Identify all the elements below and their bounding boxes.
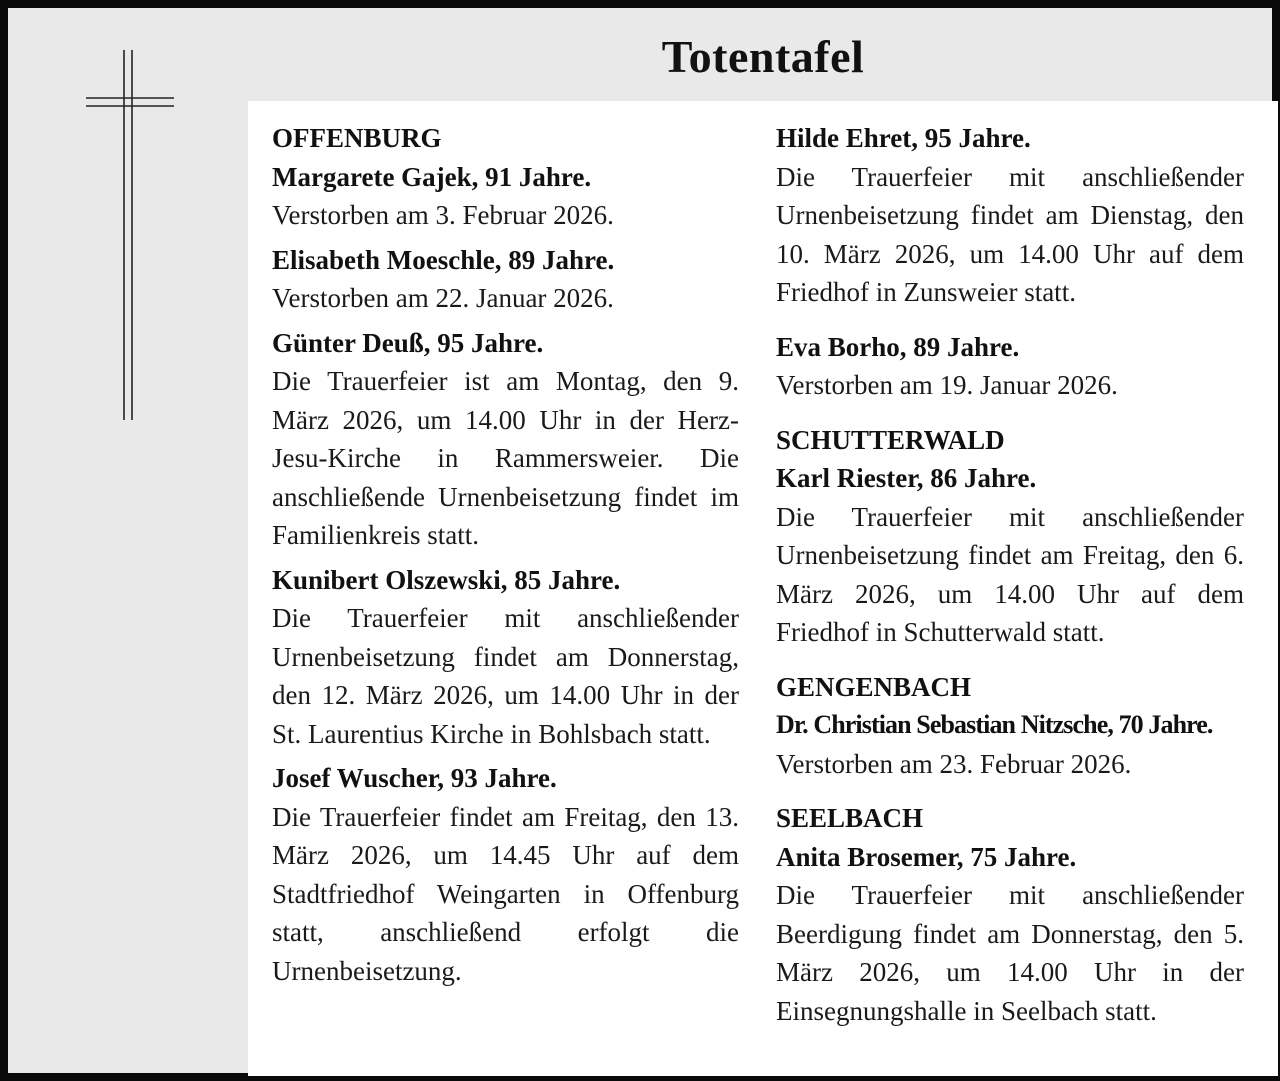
obituary-entry [776, 799, 1244, 1030]
obituary-text: Die Trauerfeier mit anschließender Urnenbeisetzung findet am Freitag, den 6. März 2026, um 14.00 Uhr auf dem Friedhof in Schutterwald statt. [776, 501, 1244, 647]
obituary-text: Verstorben am 22. Januar 2026. [272, 283, 614, 313]
obituary-entry [272, 561, 739, 754]
deceased-name: Eva Borho, 89 Jahre. [776, 331, 1020, 362]
deceased-name: Josef Wuscher, 93 Jahre. [272, 763, 557, 793]
obituary-panel [248, 101, 1278, 1076]
place-heading: SEELBACH [776, 803, 924, 833]
obituary-entry [776, 328, 1244, 405]
deceased-name: Margarete Gajek, 91 Jahre. [272, 161, 592, 192]
obituary-entry [272, 241, 739, 318]
deceased-name: Karl Riester, 86 Jahre. [776, 463, 1037, 493]
obituary-text: Verstorben am 23. Februar 2026. [776, 748, 1132, 779]
obituary-entry [776, 421, 1244, 652]
obituary-entry [776, 668, 1244, 784]
obituary-text: Die Trauerfeier findet am Freitag, den 13. März 2026, um 14.45 Uhr auf dem Stadtfriedhof Weingarten in Offenburg statt, anschließend erfolgt die Urnenbeisetzung. [272, 801, 739, 986]
deceased-name: Elisabeth Moeschle, 89 Jahre. [272, 244, 615, 275]
place-heading: GENGENBACH [776, 671, 972, 702]
obituary-text: Die Trauerfeier mit anschließender Urnenbeisetzung findet am Dienstag, den 10. März 2026, um 14.00 Uhr auf dem Friedhof in Zunsweier statt. [776, 161, 1244, 307]
obituary-text: Die Trauerfeier mit anschließender Urnenbeisetzung findet am Donnerstag, den 12. März 2026, um 14.00 Uhr in der St. Laurentius Kirche in Bohlsbach statt. [272, 603, 739, 749]
obituary-text: Verstorben am 3. Februar 2026. [272, 200, 614, 230]
obituary-entry [776, 119, 1244, 312]
cross-icon [80, 50, 180, 425]
deceased-name: Hilde Ehret, 95 Jahre. [776, 123, 1031, 153]
deceased-name: Dr. Christian Sebastian Nitzsche, 70 Jahre. [776, 710, 1213, 739]
obituary-text: Die Trauerfeier ist am Montag, den 9. März 2026, um 14.00 Uhr in der Herz-Jesu-Kirche in Rammersweier. Die anschließende Urnenbeisetzung findet im Familienkreis statt. [272, 366, 739, 550]
place-heading: OFFENBURG [272, 123, 442, 153]
deceased-name: Anita Brosemer, 75 Jahre. [776, 841, 1077, 872]
right-column [776, 119, 1244, 1046]
place-heading: SCHUTTERWALD [776, 424, 1005, 455]
left-column [272, 119, 739, 996]
obituary-entry [272, 119, 739, 235]
obituary-entry [272, 324, 739, 555]
page-title: Totentafel [661, 31, 865, 82]
obituary-text: Die Trauerfeier mit anschließender Beerdigung findet am Donnerstag, den 5. März 2026, um 14.00 Uhr in der Einsegnungshalle in Seelbach statt. [776, 880, 1244, 1026]
deceased-name: Günter Deuß, 95 Jahre. [272, 327, 544, 358]
deceased-name: Kunibert Olszewski, 85 Jahre. [272, 564, 621, 595]
obituary-text: Verstorben am 19. Januar 2026. [776, 370, 1118, 400]
obituary-entry [272, 759, 739, 990]
